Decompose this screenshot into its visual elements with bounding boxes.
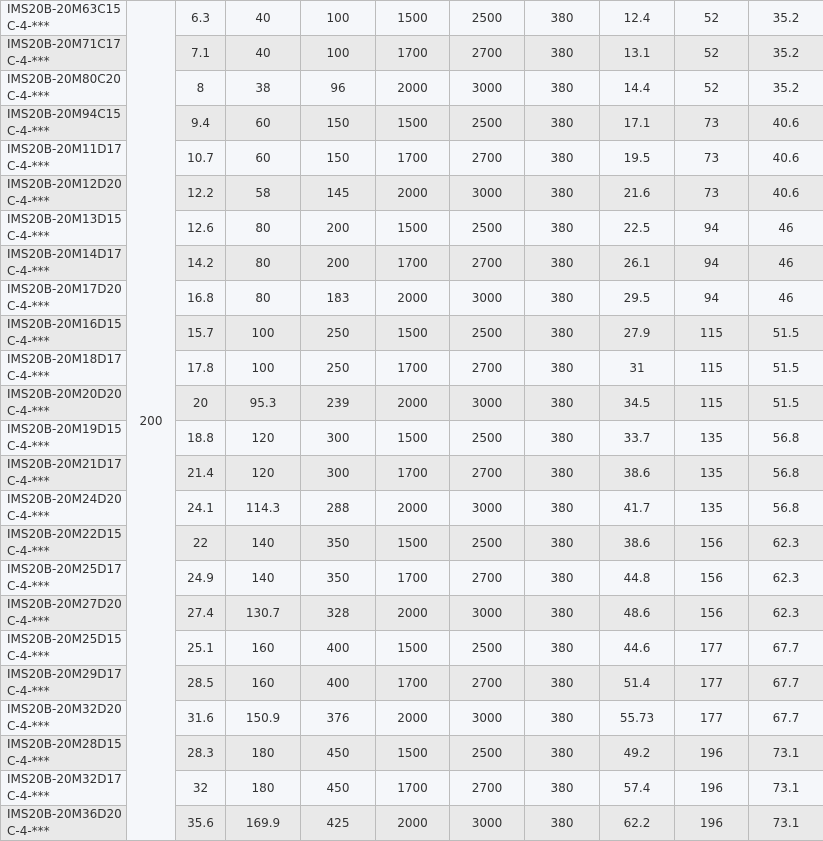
model-cell: IMS20B-20M16D15C-4-*** — [1, 316, 127, 351]
col-3-cell: 150 — [301, 141, 376, 176]
col-4-cell: 1500 — [376, 526, 450, 561]
col-7-cell: 27.9 — [600, 316, 675, 351]
col-2-cell: 40 — [226, 1, 301, 36]
col-4-cell: 1500 — [376, 106, 450, 141]
col-4-cell: 1700 — [376, 771, 450, 806]
col-2-cell: 160 — [226, 666, 301, 701]
table-row — [1, 456, 823, 491]
col-3-cell: 250 — [301, 351, 376, 386]
col-2-cell: 120 — [226, 456, 301, 491]
col-1-cell: 28.3 — [176, 736, 226, 771]
table-row — [1, 771, 823, 806]
col-1-cell: 21.4 — [176, 456, 226, 491]
col-2-cell: 120 — [226, 421, 301, 456]
col-2-cell: 60 — [226, 106, 301, 141]
col-3-cell: 425 — [301, 806, 376, 841]
col-5-cell: 3000 — [450, 491, 525, 526]
table-row — [1, 631, 823, 666]
col-6-cell: 380 — [525, 351, 600, 386]
col-5-cell: 3000 — [450, 701, 525, 736]
col-3-cell: 200 — [301, 211, 376, 246]
col-9-cell: 35.2 — [749, 36, 823, 71]
col-3-cell: 96 — [301, 71, 376, 106]
col-5-cell: 2700 — [450, 246, 525, 281]
col-6-cell: 380 — [525, 561, 600, 596]
col-2-cell: 38 — [226, 71, 301, 106]
col-5-cell: 2700 — [450, 771, 525, 806]
col-1-cell: 24.9 — [176, 561, 226, 596]
col-6-cell: 380 — [525, 526, 600, 561]
col-9-cell: 35.2 — [749, 1, 823, 36]
col-7-cell: 44.6 — [600, 631, 675, 666]
col-2-cell: 140 — [226, 526, 301, 561]
col-7-cell: 19.5 — [600, 141, 675, 176]
col-5-cell: 2500 — [450, 211, 525, 246]
col-5-cell: 3000 — [450, 806, 525, 841]
col-4-cell: 1500 — [376, 1, 450, 36]
col-5-cell: 2500 — [450, 526, 525, 561]
model-cell: IMS20B-20M20D20C-4-*** — [1, 386, 127, 421]
col-9-cell: 40.6 — [749, 176, 823, 211]
col-4-cell: 2000 — [376, 281, 450, 316]
col-8-cell: 177 — [675, 701, 749, 736]
model-cell: IMS20B-20M29D17C-4-*** — [1, 666, 127, 701]
col-6-cell: 380 — [525, 386, 600, 421]
col-8-cell: 52 — [675, 71, 749, 106]
col-2-cell: 140 — [226, 561, 301, 596]
col-4-cell: 1500 — [376, 421, 450, 456]
col-8-cell: 94 — [675, 246, 749, 281]
col-5-cell: 2700 — [450, 141, 525, 176]
col-3-cell: 400 — [301, 666, 376, 701]
col-7-cell: 33.7 — [600, 421, 675, 456]
table-row — [1, 316, 823, 351]
col-7-cell: 13.1 — [600, 36, 675, 71]
col-7-cell: 17.1 — [600, 106, 675, 141]
col-8-cell: 94 — [675, 281, 749, 316]
model-cell: IMS20B-20M25D15C-4-*** — [1, 631, 127, 666]
col-2-cell: 80 — [226, 211, 301, 246]
col-5-cell: 2700 — [450, 456, 525, 491]
col-8-cell: 73 — [675, 106, 749, 141]
table-row — [1, 491, 823, 526]
col-6-cell: 380 — [525, 211, 600, 246]
col-3-cell: 100 — [301, 1, 376, 36]
model-cell: IMS20B-20M13D15C-4-*** — [1, 211, 127, 246]
col-7-cell: 31 — [600, 351, 675, 386]
col-1-cell: 27.4 — [176, 596, 226, 631]
col-1-cell: 12.2 — [176, 176, 226, 211]
col-9-cell: 62.3 — [749, 561, 823, 596]
col-1-cell: 31.6 — [176, 701, 226, 736]
col-1-cell: 32 — [176, 771, 226, 806]
col-2-cell: 169.9 — [226, 806, 301, 841]
table-row — [1, 351, 823, 386]
table-row — [1, 666, 823, 701]
table-row — [1, 71, 823, 106]
col-6-cell: 380 — [525, 316, 600, 351]
model-cell: IMS20B-20M24D20C-4-*** — [1, 491, 127, 526]
col-9-cell: 40.6 — [749, 141, 823, 176]
col-5-cell: 2500 — [450, 631, 525, 666]
col-1-cell: 18.8 — [176, 421, 226, 456]
col-3-cell: 300 — [301, 421, 376, 456]
col-6-cell: 380 — [525, 701, 600, 736]
table-row — [1, 386, 823, 421]
col-1-cell: 15.7 — [176, 316, 226, 351]
model-cell: IMS20B-20M22D15C-4-*** — [1, 526, 127, 561]
col-7-cell: 22.5 — [600, 211, 675, 246]
col-4-cell: 2000 — [376, 491, 450, 526]
col-3-cell: 450 — [301, 736, 376, 771]
col-8-cell: 115 — [675, 316, 749, 351]
col-4-cell: 2000 — [376, 386, 450, 421]
table-row — [1, 421, 823, 456]
col-9-cell: 46 — [749, 246, 823, 281]
col-4-cell: 1500 — [376, 736, 450, 771]
col-3-cell: 100 — [301, 36, 376, 71]
model-cell: IMS20B-20M71C17C-4-*** — [1, 36, 127, 71]
col-5-cell: 2500 — [450, 106, 525, 141]
col-4-cell: 1700 — [376, 351, 450, 386]
col-3-cell: 450 — [301, 771, 376, 806]
col-2-cell: 100 — [226, 351, 301, 386]
col-5-cell: 3000 — [450, 386, 525, 421]
col-5-cell: 2500 — [450, 736, 525, 771]
col-6-cell: 380 — [525, 106, 600, 141]
col-7-cell: 21.6 — [600, 176, 675, 211]
col-8-cell: 156 — [675, 561, 749, 596]
table-row — [1, 526, 823, 561]
col-6-cell: 380 — [525, 596, 600, 631]
model-cell: IMS20B-20M28D15C-4-*** — [1, 736, 127, 771]
col-9-cell: 51.5 — [749, 316, 823, 351]
col-4-cell: 1700 — [376, 456, 450, 491]
col-5-cell: 2500 — [450, 316, 525, 351]
col-8-cell: 115 — [675, 351, 749, 386]
col-7-cell: 38.6 — [600, 526, 675, 561]
col-6-cell: 380 — [525, 246, 600, 281]
col-7-cell: 38.6 — [600, 456, 675, 491]
col-1-cell: 24.1 — [176, 491, 226, 526]
model-cell: IMS20B-20M36D20C-4-*** — [1, 806, 127, 841]
col-8-cell: 196 — [675, 736, 749, 771]
col-1-cell: 10.7 — [176, 141, 226, 176]
col-7-cell: 44.8 — [600, 561, 675, 596]
col-9-cell: 73.1 — [749, 806, 823, 841]
col-6-cell: 380 — [525, 456, 600, 491]
col-2-cell: 100 — [226, 316, 301, 351]
table-row — [1, 701, 823, 736]
model-cell: IMS20B-20M80C20C-4-*** — [1, 71, 127, 106]
table-row — [1, 141, 823, 176]
col-7-cell: 49.2 — [600, 736, 675, 771]
col-1-cell: 12.6 — [176, 211, 226, 246]
col-6-cell: 380 — [525, 36, 600, 71]
col-2-cell: 60 — [226, 141, 301, 176]
table-row — [1, 246, 823, 281]
col-6-cell: 380 — [525, 631, 600, 666]
table-row — [1, 1, 823, 36]
col-7-cell: 62.2 — [600, 806, 675, 841]
col-2-cell: 80 — [226, 281, 301, 316]
col-3-cell: 288 — [301, 491, 376, 526]
table-row — [1, 106, 823, 141]
col-8-cell: 196 — [675, 771, 749, 806]
col-6-cell: 380 — [525, 491, 600, 526]
col-3-cell: 328 — [301, 596, 376, 631]
col-3-cell: 183 — [301, 281, 376, 316]
col-9-cell: 51.5 — [749, 386, 823, 421]
col-6-cell: 380 — [525, 806, 600, 841]
col-2-cell: 80 — [226, 246, 301, 281]
col-7-cell: 34.5 — [600, 386, 675, 421]
col-4-cell: 1500 — [376, 211, 450, 246]
col-7-cell: 55.73 — [600, 701, 675, 736]
col-8-cell: 156 — [675, 526, 749, 561]
col-2-cell: 160 — [226, 631, 301, 666]
col-7-cell: 12.4 — [600, 1, 675, 36]
col-1-cell: 16.8 — [176, 281, 226, 316]
col-6-cell: 380 — [525, 1, 600, 36]
col-7-cell: 29.5 — [600, 281, 675, 316]
col-3-cell: 350 — [301, 561, 376, 596]
col-5-cell: 3000 — [450, 596, 525, 631]
col-5-cell: 2700 — [450, 666, 525, 701]
col-8-cell: 177 — [675, 631, 749, 666]
table-row — [1, 806, 823, 841]
col-6-cell: 380 — [525, 141, 600, 176]
col-9-cell: 46 — [749, 281, 823, 316]
col-1-cell: 7.1 — [176, 36, 226, 71]
model-cell: IMS20B-20M27D20C-4-*** — [1, 596, 127, 631]
col-4-cell: 2000 — [376, 596, 450, 631]
col-9-cell: 62.3 — [749, 596, 823, 631]
col-9-cell: 51.5 — [749, 351, 823, 386]
col-4-cell: 1700 — [376, 666, 450, 701]
model-cell: IMS20B-20M63C15C-4-*** — [1, 1, 127, 36]
col-9-cell: 35.2 — [749, 71, 823, 106]
col-4-cell: 1500 — [376, 316, 450, 351]
col-2-cell: 150.9 — [226, 701, 301, 736]
col-1-cell: 25.1 — [176, 631, 226, 666]
col-1-cell: 8 — [176, 71, 226, 106]
model-cell: IMS20B-20M14D17C-4-*** — [1, 246, 127, 281]
col-7-cell: 26.1 — [600, 246, 675, 281]
col-8-cell: 196 — [675, 806, 749, 841]
col-7-cell: 41.7 — [600, 491, 675, 526]
col-5-cell: 3000 — [450, 281, 525, 316]
col-2-cell: 130.7 — [226, 596, 301, 631]
col-8-cell: 135 — [675, 456, 749, 491]
col-4-cell: 2000 — [376, 71, 450, 106]
col-5-cell: 2700 — [450, 561, 525, 596]
model-cell: IMS20B-20M11D17C-4-*** — [1, 141, 127, 176]
model-cell: IMS20B-20M18D17C-4-*** — [1, 351, 127, 386]
model-cell: IMS20B-20M32D20C-4-*** — [1, 701, 127, 736]
col-5-cell: 2500 — [450, 1, 525, 36]
col-4-cell: 1700 — [376, 561, 450, 596]
col-9-cell: 62.3 — [749, 526, 823, 561]
table-row — [1, 281, 823, 316]
col-8-cell: 52 — [675, 1, 749, 36]
col-5-cell: 3000 — [450, 71, 525, 106]
col-3-cell: 200 — [301, 246, 376, 281]
model-cell: IMS20B-20M12D20C-4-*** — [1, 176, 127, 211]
col-1-cell: 17.8 — [176, 351, 226, 386]
col-4-cell: 2000 — [376, 176, 450, 211]
col-9-cell: 56.8 — [749, 421, 823, 456]
col-2-cell: 114.3 — [226, 491, 301, 526]
col-1-cell: 20 — [176, 386, 226, 421]
col-3-cell: 400 — [301, 631, 376, 666]
table-row — [1, 736, 823, 771]
col-1-cell: 14.2 — [176, 246, 226, 281]
col-1-cell: 35.6 — [176, 806, 226, 841]
col-8-cell: 73 — [675, 176, 749, 211]
col-2-cell: 58 — [226, 176, 301, 211]
model-cell: IMS20B-20M17D20C-4-*** — [1, 281, 127, 316]
col-6-cell: 380 — [525, 771, 600, 806]
col-3-cell: 150 — [301, 106, 376, 141]
col-8-cell: 177 — [675, 666, 749, 701]
col-2-cell: 40 — [226, 36, 301, 71]
col-9-cell: 67.7 — [749, 631, 823, 666]
col-3-cell: 239 — [301, 386, 376, 421]
spec-table-body — [1, 1, 823, 841]
col-4-cell: 1700 — [376, 141, 450, 176]
col-8-cell: 156 — [675, 596, 749, 631]
col-5-cell: 2700 — [450, 36, 525, 71]
col-2-cell: 95.3 — [226, 386, 301, 421]
col-4-cell: 2000 — [376, 806, 450, 841]
col-7-cell: 57.4 — [600, 771, 675, 806]
model-cell: IMS20B-20M25D17C-4-*** — [1, 561, 127, 596]
col-3-cell: 145 — [301, 176, 376, 211]
col-3-cell: 250 — [301, 316, 376, 351]
col-9-cell: 40.6 — [749, 106, 823, 141]
col-6-cell: 380 — [525, 421, 600, 456]
col-8-cell: 115 — [675, 386, 749, 421]
col-8-cell: 73 — [675, 141, 749, 176]
table-row — [1, 36, 823, 71]
table-row — [1, 561, 823, 596]
col-9-cell: 56.8 — [749, 491, 823, 526]
col-9-cell: 73.1 — [749, 771, 823, 806]
col-2-cell: 180 — [226, 736, 301, 771]
model-cell: IMS20B-20M94C15C-4-*** — [1, 106, 127, 141]
col-3-cell: 376 — [301, 701, 376, 736]
col-6-cell: 380 — [525, 281, 600, 316]
col-8-cell: 52 — [675, 36, 749, 71]
table-row — [1, 211, 823, 246]
col-5-cell: 2700 — [450, 351, 525, 386]
col-7-cell: 14.4 — [600, 71, 675, 106]
model-cell: IMS20B-20M19D15C-4-*** — [1, 421, 127, 456]
col-3-cell: 350 — [301, 526, 376, 561]
col-1-cell: 22 — [176, 526, 226, 561]
col-7-cell: 51.4 — [600, 666, 675, 701]
col-9-cell: 67.7 — [749, 701, 823, 736]
model-cell: IMS20B-20M21D17C-4-*** — [1, 456, 127, 491]
merged-value-cell: 200 — [127, 1, 176, 841]
col-6-cell: 380 — [525, 736, 600, 771]
col-9-cell: 73.1 — [749, 736, 823, 771]
col-5-cell: 3000 — [450, 176, 525, 211]
col-1-cell: 28.5 — [176, 666, 226, 701]
col-6-cell: 380 — [525, 666, 600, 701]
col-7-cell: 48.6 — [600, 596, 675, 631]
col-6-cell: 380 — [525, 176, 600, 211]
col-3-cell: 300 — [301, 456, 376, 491]
col-4-cell: 2000 — [376, 701, 450, 736]
col-9-cell: 67.7 — [749, 666, 823, 701]
table-row — [1, 596, 823, 631]
table-row — [1, 176, 823, 211]
col-8-cell: 135 — [675, 491, 749, 526]
col-4-cell: 1700 — [376, 246, 450, 281]
col-8-cell: 135 — [675, 421, 749, 456]
col-1-cell: 9.4 — [176, 106, 226, 141]
model-cell: IMS20B-20M32D17C-4-*** — [1, 771, 127, 806]
col-1-cell: 6.3 — [176, 1, 226, 36]
col-9-cell: 46 — [749, 211, 823, 246]
col-4-cell: 1500 — [376, 631, 450, 666]
col-2-cell: 180 — [226, 771, 301, 806]
col-6-cell: 380 — [525, 71, 600, 106]
col-5-cell: 2500 — [450, 421, 525, 456]
col-4-cell: 1700 — [376, 36, 450, 71]
col-8-cell: 94 — [675, 211, 749, 246]
col-9-cell: 56.8 — [749, 456, 823, 491]
